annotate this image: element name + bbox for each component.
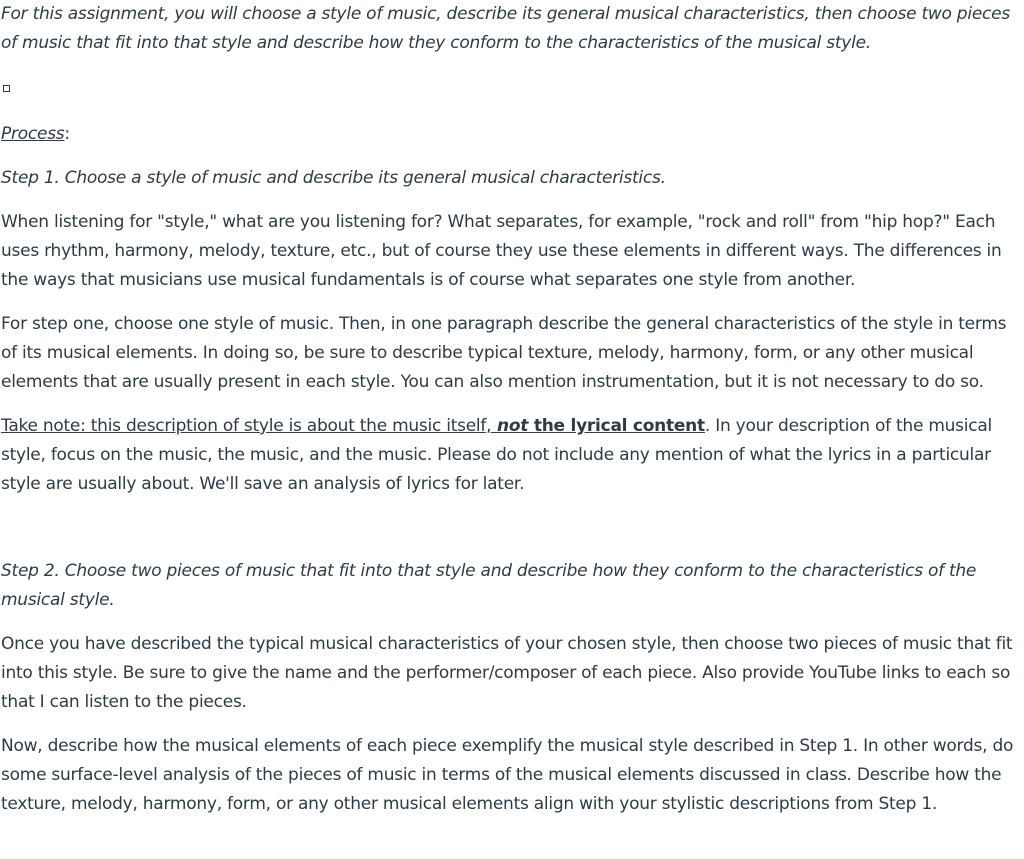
intro-text: For this assignment, you will choose a style of music, describe its general musical characteristics, then choose two pieces of music that fit into that style and describe how they conform to the characteristics of the musical style. — [1, 4, 1010, 53]
process-heading — [1, 120, 1021, 149]
step1-note-paragraph — [1, 412, 1021, 499]
step1-heading — [1, 164, 1021, 193]
step1-paragraph-1: When listening for "style," what are you listening for? What separates, for example, "rock and roll" from "hip hop?" Each uses rhythm, harmony, melody, texture, etc., but of course they use these elements in different ways. The differences in the ways that musicians use musical fundamentals is of course what separates one style from another. — [1, 212, 1002, 290]
broken-image-placeholder-icon — [3, 85, 10, 92]
process-colon: : — [64, 124, 70, 144]
note-emphasis — [491, 416, 705, 436]
note-bold-text: the lyrical content — [528, 416, 705, 436]
note-rest-text: . In your description of the musical style, focus on the music, the music, and the music. Please do not include any mention of what the lyrics in a particular style are usually about. We'll save an analysis of lyrics for later. — [1, 416, 992, 494]
step1-paragraph-2: For step one, choose one style of music. Then, in one paragraph describe the general characteristics of the style in terms of its musical elements. In doing so, be sure to describe typical texture, melody, harmony, form, or any other musical elements that are usually present in each style. You can also mention instrumentation, but it is not necessary to do so. — [1, 314, 1007, 392]
step2-heading — [1, 557, 1021, 615]
step2-paragraph-1: Once you have described the typical musical characteristics of your chosen style, then choose two pieces of music that fit into this style. Be sure to give the name and the performer/composer of each piece. Also provide YouTube links to each so that I can listen to the pieces. — [1, 634, 1013, 712]
note-underlined-text: Take note: this description of style is about the music itself, — [1, 416, 492, 436]
step1-heading-text: Step 1. Choose a style of music and describe its general musical characteristics. — [1, 168, 666, 188]
step2-heading-text: Step 2. Choose two pieces of music that fit into that style and describe how they conform to the characteristics of the musical style. — [1, 561, 977, 610]
intro-paragraph — [1, 0, 1021, 58]
step2-paragraph-2: Now, describe how the musical elements of each piece exemplify the musical style described in Step 1. In other words, do some surface-level analysis of the pieces of music in terms of the musical elements discussed in class. Describe how the texture, melody, harmony, form, or any other musical elements align with your stylistic descriptions from Step 1. — [1, 736, 1014, 814]
process-label: Process — [1, 124, 65, 144]
note-not-text: not — [496, 416, 529, 436]
